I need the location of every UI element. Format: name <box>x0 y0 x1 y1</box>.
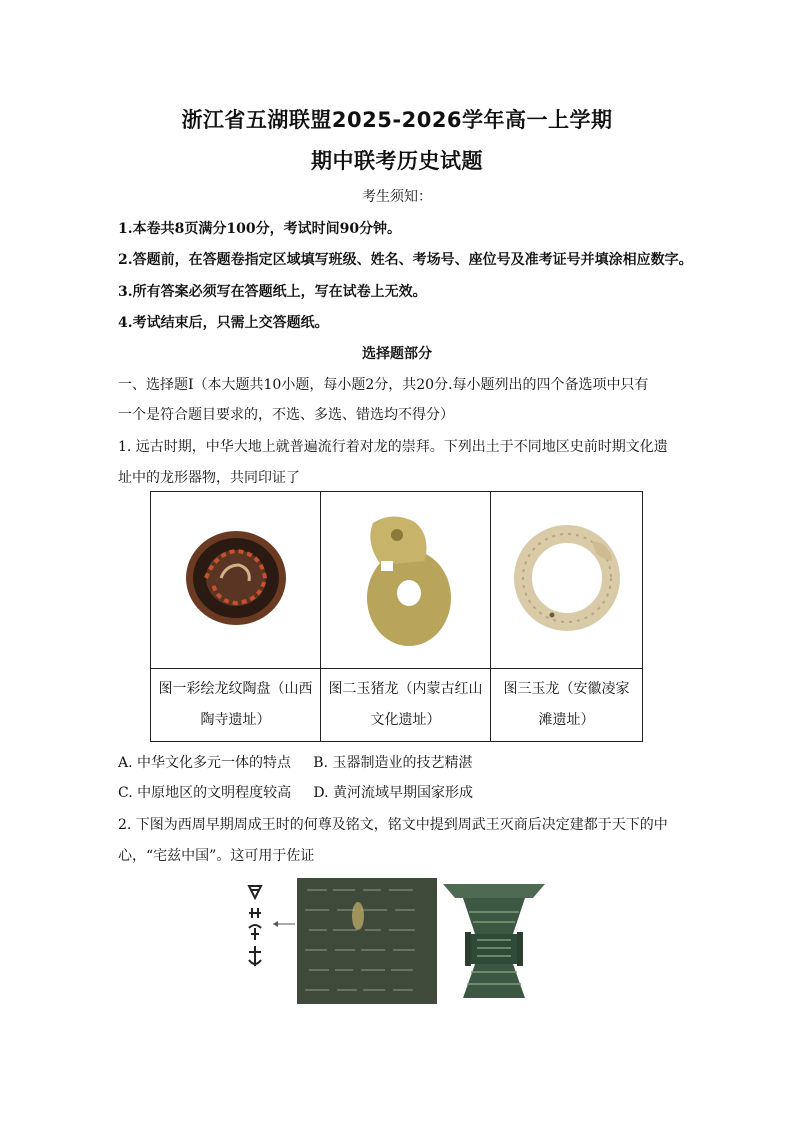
page-title-line1: 浙江省五湖联盟2025-2026学年高一上学期 <box>181 108 613 132</box>
section-instruction-line1: 一、选择题Ⅰ（本大题共10小题，每小题2分，共20分.每小题列出的四个备选项中只有 <box>118 377 649 393</box>
figure2-caption <box>321 669 491 742</box>
figure3-caption <box>491 669 643 742</box>
figure1-caption <box>151 669 321 742</box>
figure2-caption-line2: 文化遗址） <box>370 712 441 728</box>
jade-dragon-ring-icon <box>512 523 622 633</box>
inscription-rubbing-icon <box>297 878 437 1004</box>
figure3-cell <box>491 492 643 669</box>
q1-stem-line2: 址中的龙形器物，共同印证了 <box>118 470 300 486</box>
figure1-caption-line2: 陶寺遗址） <box>200 712 271 728</box>
inscription-glyphs-icon <box>249 886 261 966</box>
notice-item-3: 3.所有答案必须写在答题纸上，写在试卷上无效。 <box>118 284 427 300</box>
he-zun-figure-icon <box>243 876 553 1006</box>
figure1-caption-line1: 图一彩绘龙纹陶盘（山西 <box>158 681 313 697</box>
page-title-line2: 期中联考历史试题 <box>311 149 483 173</box>
painted-pottery-plate-icon <box>181 523 291 633</box>
figure3-caption-line1: 图三玉龙（安徽凌家 <box>503 681 630 697</box>
jade-pig-dragon-icon <box>351 503 461 653</box>
figure2-cell <box>321 492 491 669</box>
notice-item-4: 4.考试结束后，只需上交答题纸。 <box>118 315 329 331</box>
q1-figure-table <box>150 491 643 742</box>
notice-heading: 考生须知： <box>362 189 432 205</box>
notice-item-1: 1.本卷共8页满分100分，考试时间90分钟。 <box>118 221 402 237</box>
figure1-cell <box>151 492 321 669</box>
q2-stem-line1: 2. 下图为西周早期周成王时的何尊及铭文，铭文中提到周武王灭商后决定建都于天下的中 <box>118 817 668 833</box>
notice-item-2: 2.答题前，在答题卷指定区域填写班级、姓名、考场号、座位号及准考证号并填涂相应数字。 <box>118 252 693 268</box>
section-instruction-line2: 一个是符合题目要求的，不选、多选、错选均不得分） <box>118 407 454 423</box>
q1-options-line2: C. 中原地区的文明程度较高 D. 黄河流域早期国家形成 <box>118 785 473 801</box>
figure2-caption-line1: 图二玉猪龙（内蒙古红山 <box>328 681 483 697</box>
q1-options-line1: A. 中华文化多元一体的特点 B. 玉器制造业的技艺精湛 <box>118 755 473 771</box>
section-title: 选择题部分 <box>362 346 432 362</box>
figure3-caption-line2: 滩遗址） <box>538 712 595 728</box>
bronze-zun-vessel-icon <box>443 884 545 998</box>
q2-stem-line2: 心，“宅兹中国”。这可用于佐证 <box>118 848 315 864</box>
q1-stem-line1: 1. 远古时期，中华大地上就普遍流行着对龙的崇拜。下列出土于不同地区史前时期文化遗 <box>118 439 668 455</box>
